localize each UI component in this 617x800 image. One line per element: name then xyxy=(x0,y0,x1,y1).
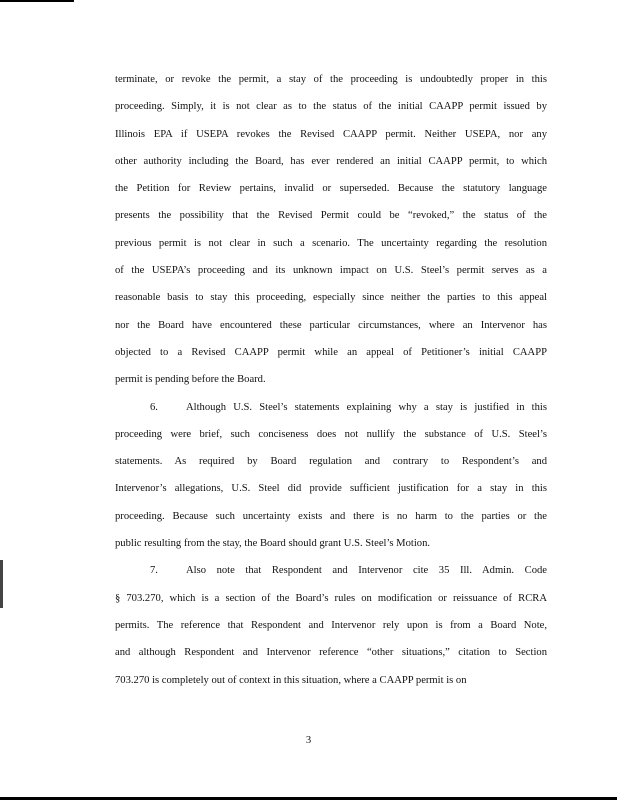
text-line: of the USEPA’s proceeding and its unknown impact on U.S. Steel’s permit serves as a xyxy=(115,265,547,277)
page-number: 3 xyxy=(305,735,312,746)
text-line: previous permit is not clear in such a scenario. The uncertainty regarding the resolution xyxy=(115,237,547,249)
document-body xyxy=(115,66,547,694)
text-line: the Petition for Review pertains, invalid or superseded. Because the statutory language xyxy=(115,183,547,195)
text-line: permit is pending before the Board. xyxy=(115,374,266,386)
scan-mark xyxy=(0,0,74,2)
text-line: proceeding. Simply, it is not clear as to the status of the initial CAAPP permit issued by xyxy=(115,101,547,113)
paragraph-6-first-line xyxy=(115,394,547,421)
text-line: public resulting from the stay, the Board should grant U.S. Steel’s Motion. xyxy=(115,538,431,550)
text-line: terminate, or revoke the permit, a stay of the proceeding is undoubtedly proper in this xyxy=(115,74,547,85)
text-line: Also note that Respondent and Intervenor cite 35 Ill. Admin. Code xyxy=(186,565,547,577)
text-line: 703.270 is completely out of context in this situation, where a CAAPP permit is on xyxy=(115,674,467,686)
paragraph-number: 7. xyxy=(150,565,158,577)
text-line: Illinois EPA if USEPA revokes the Revised CAAPP permit. Neither USEPA, nor any xyxy=(115,128,547,140)
paragraph-number: 6. xyxy=(150,401,158,413)
text-line: Intervenor’s allegations, U.S. Steel did provide sufficient justification for a stay in this xyxy=(115,483,547,495)
text-line: objected to a Revised CAAPP permit while an appeal of Petitioner’s initial CAAPP xyxy=(115,346,547,358)
text-line: proceeding were brief, such conciseness does not nullify the substance of U.S. Steel’s xyxy=(115,428,547,440)
text-line: § 703.270, which is a section of the Board’s rules on modification or reissuance of RCRA xyxy=(115,592,547,604)
text-line: and although Respondent and Intervenor reference “other situations,” citation to Section xyxy=(115,647,547,659)
paragraph-7-first-line xyxy=(115,557,547,584)
text-line: statements. As required by Board regulation and contrary to Respondent’s and xyxy=(115,456,547,468)
text-line: permits. The reference that Respondent and Intervenor rely upon is from a Board Note, xyxy=(115,619,547,631)
text-line: reasonable basis to stay this proceeding, especially since neither the parties to this appeal xyxy=(115,292,547,304)
text-line: Although U.S. Steel’s statements explaining why a stay is justified in this xyxy=(186,401,547,413)
text-line: nor the Board have encountered these particular circumstances, where an Intervenor has xyxy=(115,319,547,331)
scan-edge-mark xyxy=(0,560,3,608)
text-line: other authority including the Board, has ever rendered an initial CAAPP permit, to which xyxy=(115,155,547,167)
text-line: presents the possibility that the Revised Permit could be “revoked,” the status of the xyxy=(115,210,547,222)
text-line: proceeding. Because such uncertainty exists and there is no harm to the parties or the xyxy=(115,510,547,522)
